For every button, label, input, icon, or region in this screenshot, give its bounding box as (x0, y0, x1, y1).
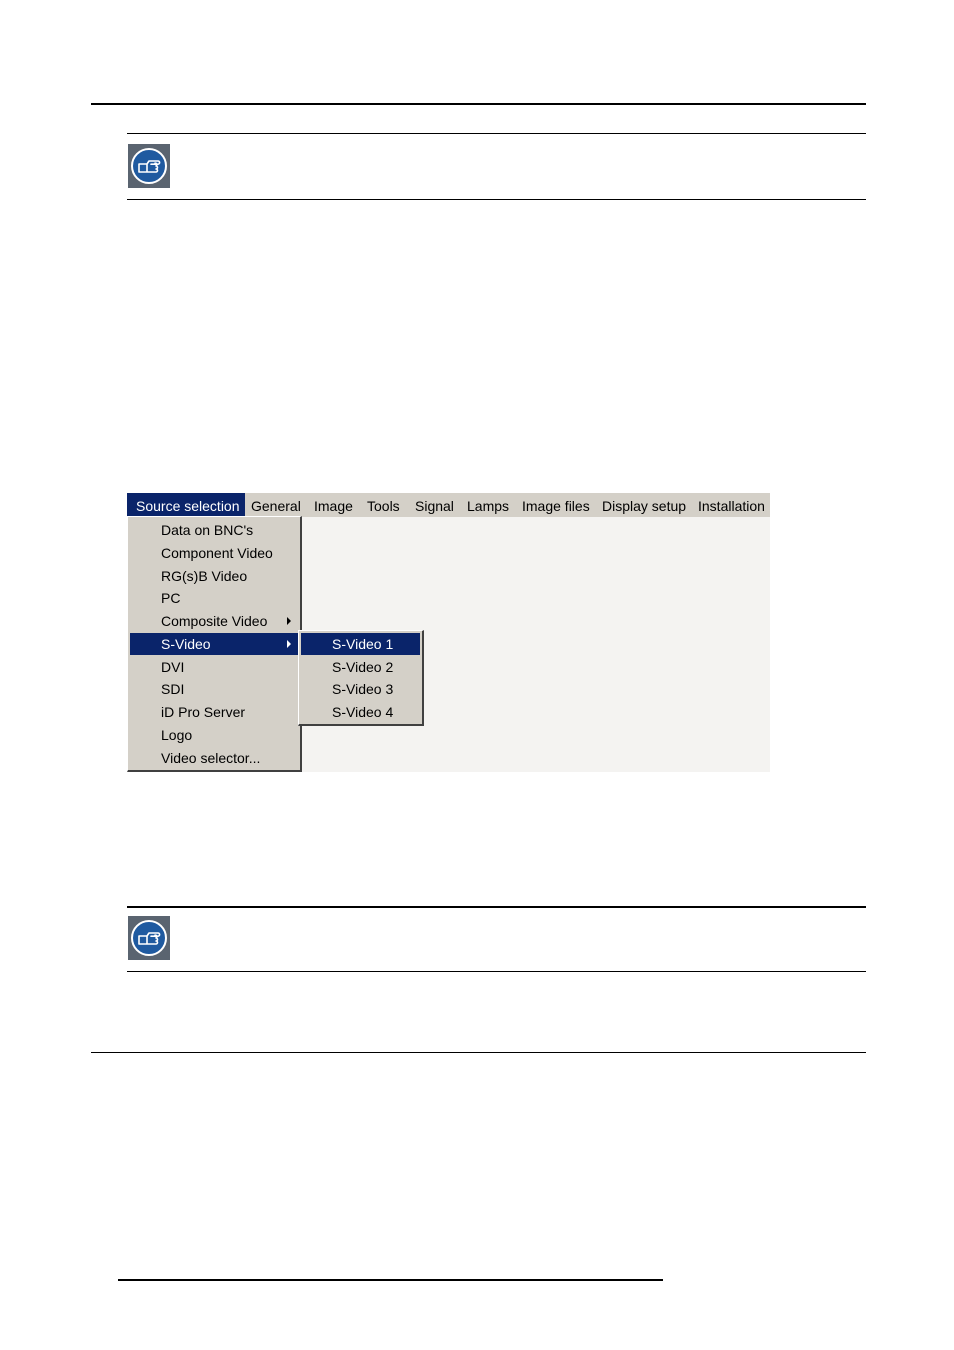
menu-display-setup[interactable]: Display setup (602, 498, 687, 514)
note-top-rule (127, 133, 866, 134)
menu-item-pc[interactable]: PC (161, 590, 181, 606)
menu-tools[interactable]: Tools (367, 498, 400, 514)
menu-signal[interactable]: Signal (415, 498, 454, 514)
note-icon (128, 916, 170, 960)
submenu-item-s-video-4[interactable]: S-Video 4 (332, 704, 394, 720)
note-icon (128, 144, 170, 188)
source-selection-dropdown (127, 516, 302, 772)
note-bottom-rule (127, 199, 866, 200)
menu-general[interactable]: General (251, 498, 301, 514)
menu-item-dvi[interactable]: DVI (161, 659, 185, 675)
menu-image[interactable]: Image (314, 498, 353, 514)
menu-item-data-on-bncs[interactable]: Data on BNC's (161, 522, 254, 538)
menu-lamps[interactable]: Lamps (467, 498, 510, 514)
submenu-item-s-video-1[interactable]: S-Video 1 (301, 633, 420, 655)
header-rule (91, 103, 866, 105)
menu-item-component-video[interactable]: Component Video (161, 545, 273, 561)
menu-installation[interactable]: Installation (698, 498, 765, 514)
menu-item-logo[interactable]: Logo (161, 727, 193, 743)
menu-item-sdi[interactable]: SDI (161, 681, 185, 697)
section-rule (91, 1052, 866, 1053)
menu-item-s-video[interactable]: S-Video (130, 633, 298, 655)
menu-item-composite-video[interactable]: Composite Video (130, 610, 298, 632)
footer-rule (118, 1279, 663, 1281)
s-video-submenu (298, 630, 424, 726)
note-bottom-rule (127, 971, 866, 972)
menu-item-video-selector[interactable]: Video selector... (161, 750, 261, 766)
menu-item-rgsb-video[interactable]: RG(s)B Video (161, 568, 248, 584)
submenu-arrow-icon (287, 617, 291, 625)
menu-screenshot (127, 493, 770, 772)
menu-image-files[interactable]: Image files (522, 498, 590, 514)
menubar (127, 493, 770, 517)
pointing-hand-icon (130, 919, 168, 957)
menu-source-selection[interactable]: Source selection (127, 493, 245, 517)
note-top-rule (127, 906, 866, 908)
pointing-hand-icon (130, 147, 168, 185)
menu-item-id-pro-server[interactable]: iD Pro Server (161, 704, 246, 720)
submenu-item-s-video-2[interactable]: S-Video 2 (332, 659, 394, 675)
submenu-item-s-video-3[interactable]: S-Video 3 (332, 681, 394, 697)
submenu-arrow-icon (287, 640, 291, 648)
